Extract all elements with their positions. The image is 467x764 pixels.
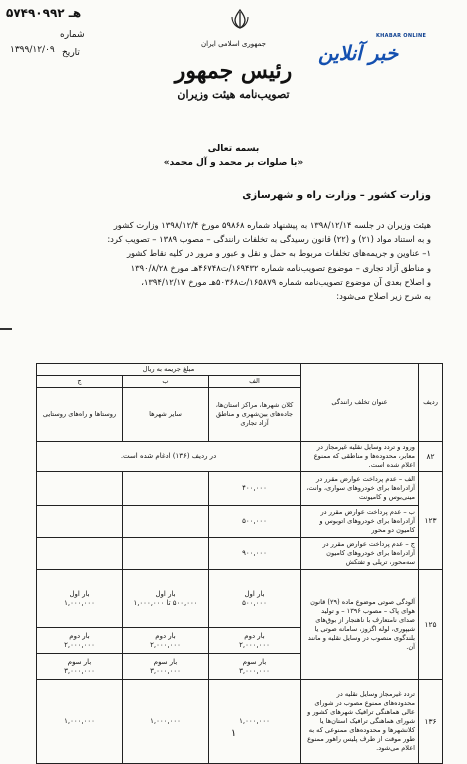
violation-description: آلودگی صوتی موضوع ماده (۲۹) قانون هوای پاک – مصوب ۱۳۹۶ – و تولید صدای نامتعارف با ناهنجار از بوق‌های شیپوری، لوله اگزوز، سامانه صوتی یا بلندگوی منصوب در وسایل نقلیه و مانند آن. (301, 570, 419, 680)
header-col-b-desc: سایر شهرها (123, 388, 209, 442)
reference-block (6, 8, 91, 19)
offense-label: بار دوم (244, 631, 265, 640)
header-violation-title: عنوان تخلف رانندگی (301, 364, 419, 442)
fine-value: ۵۰۰,۰۰۰ (242, 598, 267, 607)
body-line: هیئت وزیران در جلسه ۱۳۹۸/۱۲/۱۴ به پیشنهاد شماره ۵۹۸۶۸ مورخ ۱۳۹۸/۱۲/۴ وزارت کشور (113, 220, 431, 230)
fine-amount: ۱,۰۰۰,۰۰۰ (123, 680, 209, 764)
violation-description: ج – عدم پرداخت عوارض مقرر در آزادراه‌ها برای خودروهای کامیون سه‌محور، تریلی و تفتکش (301, 538, 419, 570)
offense-label: بار دوم (155, 631, 176, 640)
header-row-number: ردیف (419, 364, 443, 442)
header-amount: مبلغ جریمه به ریال (37, 364, 301, 376)
body-line: و به استناد مواد (۲۱) و (۲۲) قانون رسیدگی به تخلفات رانندگی – مصوب ۱۳۸۹ – تصویب کرد: (107, 234, 431, 245)
fine-value: ۲,۰۰۰,۰۰۰ (239, 640, 270, 649)
fine-amount-a2 (209, 628, 301, 654)
fine-value: ۲,۰۰۰,۰۰۰ (64, 640, 95, 649)
fine-amount-c3 (37, 654, 123, 680)
fine-amount-c2 (37, 628, 123, 654)
empty-cell (123, 506, 209, 538)
table-row (37, 506, 443, 538)
offense-label: بار اول (69, 589, 90, 598)
offense-label: بار اول (244, 589, 265, 598)
offense-label: بار دوم (69, 631, 90, 640)
fine-value: ۲,۰۰۰,۰۰۰ (150, 640, 181, 649)
header-col-c-desc: روستاها و راه‌های روستایی (37, 388, 123, 442)
reference-number: ۵۷۴۹۰هـ ۹۹۲ (6, 6, 82, 20)
fine-value: ۳,۰۰۰,۰۰۰ (150, 666, 181, 675)
empty-cell (37, 538, 123, 570)
logo-main-text: خبر آنلاین (318, 41, 399, 65)
row-number: ۸۲ (419, 442, 443, 472)
table-row (37, 472, 443, 506)
fine-amount: ۹۰۰,۰۰۰ (209, 538, 301, 570)
offense-label: بار سوم (153, 657, 178, 666)
date-label: تاریخ (62, 48, 80, 58)
empty-cell (123, 472, 209, 506)
fine-amount-a3 (209, 654, 301, 680)
row-number: ۱۲۵ (419, 570, 443, 680)
body-line: ۱– عناوین و جریمه‌های تخلفات مربوط به حمل و نقل و عبور و مرور در کلیه نقاط کشور (126, 248, 431, 259)
fine-amount: ۴۰۰,۰۰۰ (209, 472, 301, 506)
number-label: شماره (60, 30, 85, 40)
empty-cell (123, 538, 209, 570)
body-line: و اصلاح بعدی آن موضوع تصویب‌نامه شماره ۱۶۵۸۷۹/ت۵۰۳۶۸هـ مورخ ۱۳۹۴/۱۲/۱۷، (141, 276, 431, 287)
header-col-a-desc: کلان شهرها، مراکز استان‌ها، جاده‌های بین‌شهری و مناطق آزاد تجاری (209, 388, 301, 442)
table-row (37, 442, 443, 472)
offense-label: بار سوم (242, 657, 267, 666)
offense-label: بار اول (155, 589, 176, 598)
date-value: ۱۳۹۹/۱۲/۰۹ (10, 45, 55, 55)
fine-amount-b3 (123, 654, 209, 680)
violation-description: الف – عدم پرداخت عوارض مقرر در آزادراه‌ها برای خودروهای سواری، وانت، مینی‌بوس و کامیونت (301, 472, 419, 506)
body-line: به شرح زیر اصلاح می‌شود: (336, 291, 431, 302)
header-col-a: الف (209, 376, 301, 388)
body-line: و مناطق آزاد تجاری – موضوع تصویب‌نامه شماره ۱۶۹۴۳۲/ت۴۶۷۴۸هـ مورخ ۱۳۹۰/۸/۲۸ (130, 262, 431, 273)
offense-label: بار سوم (67, 657, 92, 666)
logo-small-text: KHABAR ONLINE (376, 33, 427, 39)
republic-title: جمهوری اسلامی ایران (201, 40, 266, 48)
decree-body (21, 218, 431, 303)
fine-amount-a1 (209, 570, 301, 628)
header-col-b: ب (123, 376, 209, 388)
merged-note: در ردیف (۱۳۶) ادغام شده است. (37, 442, 301, 472)
salawat: «با صلوات بر محمد و آل محمد» (163, 158, 304, 168)
addressees: وزارت کشور – وزارت راه و شهرسازی (242, 190, 431, 201)
empty-cell (37, 472, 123, 506)
fines-table (36, 363, 443, 764)
table-row (37, 680, 443, 764)
fine-amount-c1 (37, 570, 123, 628)
basmala: بسمه تعالی (207, 144, 260, 154)
fine-value: ۱,۰۰۰,۰۰۰ (64, 598, 95, 607)
empty-cell (37, 506, 123, 538)
violation-description: ب – عدم پرداخت عوارض مقرر در آزادراه‌ها برای خودروهای اتوبوس و کامیون دو محور (301, 506, 419, 538)
cabinet-title: تصویب‌نامه هیئت وزیران (177, 88, 290, 101)
table-row (37, 570, 443, 628)
fine-value: ۵۰۰,۰۰۰ تا ۱,۰۰۰,۰۰۰ (133, 598, 198, 607)
violation-description: ورود و تردد وسایل نقلیه غیرمجاز در معابر، محدوده‌ها و مناطقی که ممنوع اعلام شده است. (301, 442, 419, 472)
row-number: ۱۲۳ (419, 472, 443, 570)
fine-amount: ۱,۰۰۰,۰۰۰ (209, 680, 301, 764)
header-col-c: ج (37, 376, 123, 388)
fine-value: ۳,۰۰۰,۰۰۰ (239, 666, 270, 675)
page-number: ۱ (230, 728, 237, 739)
iran-emblem-icon (229, 8, 251, 30)
fine-amount: ۵۰۰,۰۰۰ (209, 506, 301, 538)
fine-amount-b1 (123, 570, 209, 628)
fine-value: ۳,۰۰۰,۰۰۰ (64, 666, 95, 675)
fine-amount: ۱,۰۰۰,۰۰۰ (37, 680, 123, 764)
margin-mark (0, 328, 12, 330)
violation-description: تردد غیرمجاز وسایل نقلیه در محدوده‌های ممنوع مصوب در شورای عالی هماهنگی ترافیک شهرهای کشور و شورای هماهنگی ترافیک استان‌ها یا کلانشهرها و محدوده‌های ممنوعی که به طور موقت از طرف پلیس راهور ممنوع اعلام می‌شود. (301, 680, 419, 764)
president-title: رئیس جمهور (174, 58, 293, 84)
row-number: ۱۳۶ (419, 680, 443, 764)
table-row (37, 538, 443, 570)
fine-amount-b2 (123, 628, 209, 654)
